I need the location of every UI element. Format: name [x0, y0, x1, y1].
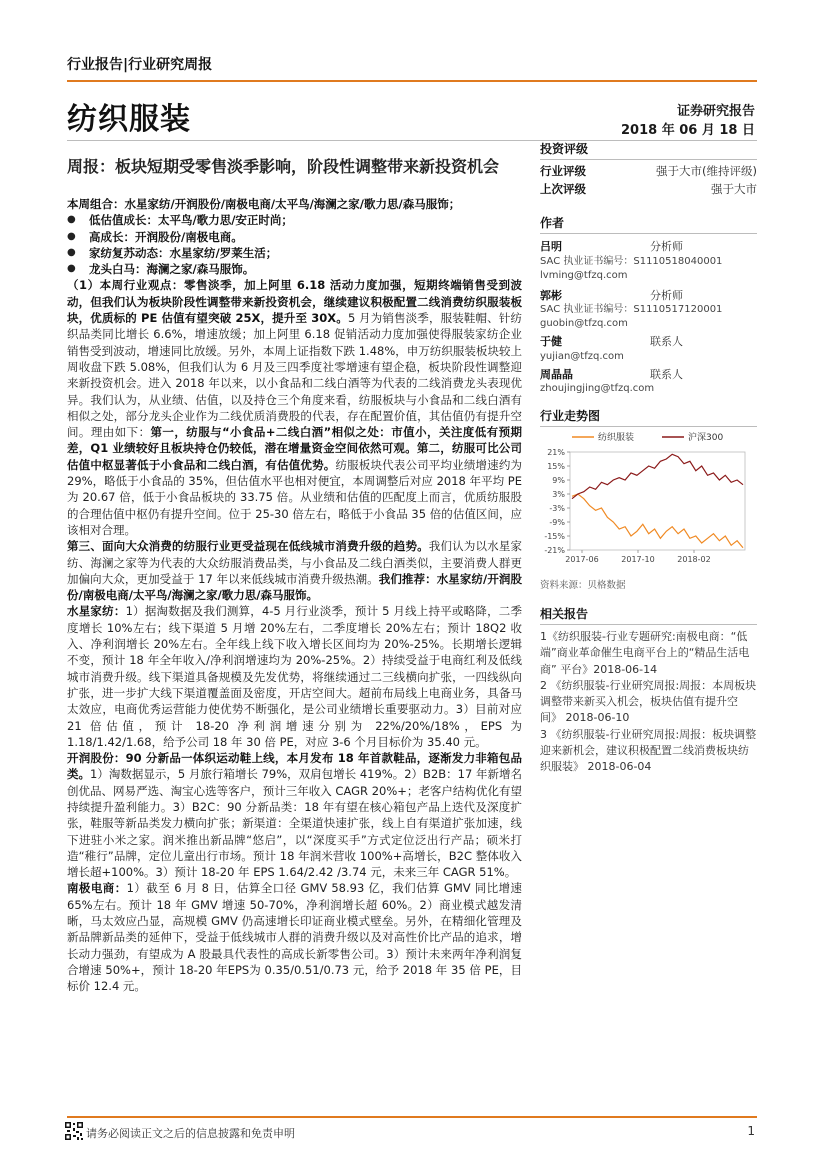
y-tick-label: 21%	[547, 448, 565, 457]
y-tick-label: -15%	[544, 532, 565, 541]
paragraph-shuixing: 水星家纺：1）据淘数据及我们测算，4-5 月行业淡季，预计 5 月线上持平或略降，二季度增长 10%左右；线下渠道 5 月增 20%左右，二季度增长 20%左右；预计 18Q2 收入、净利润增长 20%左右。全年线上线下收入增长区间均为 20%-25%。长期增长逻辑不变，预计 18 年全年收入/净利润增速均为 20%-25%。2）持续受益于电商红利及低线城市消费升级。线下渠道具备规模及先发优势，将继续通过二三线横向扩张，一四线纵向扩张，进一步扩大线下渠道覆盖面及密度，开店空间大。超前布局线上电商业务，具备马太效应，电商优秀运营能力使优势不断强化，是公司业绩增长重要驱动力。3）目前对应 21 倍估值，预计 18-20 净利润增速分别为 22%/20%/18%，EPS 为 1.18/1.42/1.68，给予公司 18 年 30 倍 PE，对应 3-6 个月目标价为 35.40 元。	[67, 604, 522, 749]
author-entry: 周晶晶 联系人 zhoujingjing@tfzq.com	[540, 368, 757, 397]
author-email[interactable]: lvming@tfzq.com	[540, 269, 628, 281]
header-rule	[67, 80, 757, 82]
author-email[interactable]: zhoujingjing@tfzq.com	[540, 383, 655, 394]
authors-panel	[540, 214, 757, 396]
y-tick-label: 15%	[547, 462, 565, 471]
author-entry: 郭彬 分析师 SAC 执业证书编号：S1110517120001 guobin@tfzq.com	[540, 289, 757, 332]
portfolio-item: ● 低估值成长：太平鸟/歌力思/安正时尚；	[67, 213, 293, 228]
legend-label: 纺织服装	[598, 433, 635, 443]
report-category: 行业报告|行业研究周报	[67, 57, 213, 73]
paragraph-third: 第三、面向大众消费的纺服行业更受益现在低线城市消费升级的趋势。我们认为以水星家纺、海澜之家等为代表的大众纺服消费品类，与小食品及二线白酒类似，主要消费人群更加偏向大众，更加受益于 17 年以来低线城市消费升级热潮。我们推荐：水星家纺/开润股份/南极电商/太平鸟/海澜之家/歌力思/森马服饰。	[67, 539, 523, 603]
related-report-link[interactable]: 1《纺织服装-行业专题研究:南极电商：“低端”商业革命催生电商平台上的“精品生活电商” 平台》2018-06-14	[540, 630, 750, 676]
disclaimer-note: 请务必阅读正文之后的信息披露和免责申明	[86, 1127, 295, 1140]
legend-label: 沪深300	[688, 433, 724, 443]
rating-row: 行业评级 强于大市(维持评级)	[540, 164, 757, 178]
trend-heading: 行业走势图	[540, 407, 757, 427]
rating-panel	[540, 140, 757, 198]
plot-frame	[570, 452, 745, 550]
footer-rule	[67, 1116, 757, 1118]
y-tick-label: -9%	[549, 518, 565, 527]
chart-source: 资料来源：贝格数据	[540, 580, 626, 591]
paragraph-view: （1）本周行业观点：零售淡季，加上阿里 6.18 活动力度加强，短期终端销售受到波动，但我们认为板块阶段性调整带来新投资机会，继续建议积极配置二线消费纺织服装板块，优质标的 PE 估值有望突破 25X，提升至 30X。5 月为销售淡季，服装鞋帽、针纺织品类同比增长 6.6%，增速放缓；加上阿里 6.18 促销活动力度加强使得服装家纺企业销售受到波动，增速同比放缓。另外，本周上证指数下跌 1.48%，申万纺织服装板块较上周收盘下跌 5.08%，但我们认为 6 月及三四季度社零增速有望企稳，板块阶段性调整迎来新投资机会。进入 2018 年以来，以小食品和二线白酒等为代表的二线消费龙头表现优异。我们认为，从业绩、估值，以及持仓三个角度来看，纺服板块与小食品和二线白酒有相似之处，部分龙头企业作为二线优质消费股的代表，存在配置价值，其估值仍有提升空间。理由如下：第一，纺服与“小食品+二线白酒”相似之处：市值小，关注度低有预期差，Q1 业绩较好且板块持仓仍较低，潜在增量资金空间依然可观。第二，纺服可比公司估值中枢显著低于小食品和二线白酒，有估值优势。纺服板块代表公司平均业绩增速约为 29%，略低于小食品的 35%，但估值水平也相对便宜，本周调整后对应 2018 年平均 PE 为 20.67 倍，低于小食品板块的 33.75 倍。从业绩和估值的匹配度上而言，优质纺服股的合理估值中枢仍有提升空间。位于 25-30 倍左右，略低于小食品 35 倍的估值区间，应该相对合理。	[67, 278, 523, 537]
related-report-link[interactable]: 3 《纺织服装-行业研究周报:周报：板块调整迎来新机会，建议积极配置二线消费板块纺织服装》 2018-06-04	[540, 727, 757, 774]
related-heading: 相关报告	[540, 605, 757, 625]
portfolio-item: ● 家纺复苏动态：水星家纺/罗莱生活；	[67, 245, 278, 260]
trend-panel	[540, 407, 757, 427]
portfolio-item: ● 龙头白马：海澜之家/森马服饰。	[67, 262, 255, 277]
author-email[interactable]: guobin@tfzq.com	[540, 318, 628, 329]
related-panel	[540, 605, 757, 776]
y-tick-label: 3%	[552, 490, 565, 499]
main-body	[67, 196, 522, 995]
page-number: 1	[747, 1124, 755, 1138]
rating-heading: 投资评级	[540, 140, 757, 160]
trend-chart	[540, 428, 757, 578]
bullet-icon: ●	[67, 214, 76, 226]
series-line-textile	[572, 494, 743, 548]
report-title: 周报：板块短期受零售淡季影响，阶段性调整带来新投资机会	[67, 157, 500, 176]
x-tick-label: 2017-06	[565, 555, 599, 564]
author-email[interactable]: yujian@tfzq.com	[540, 350, 624, 362]
author-entry: 于健 联系人 yujian@tfzq.com	[540, 335, 757, 364]
portfolio-intro: 本周组合：水星家纺/开润股份/南极电商/太平鸟/海澜之家/歌力思/森马服饰；	[67, 197, 461, 211]
rating-row: 上次评级 强于大市	[540, 182, 757, 196]
industry-title: 纺织服装	[67, 102, 191, 137]
bullet-icon: ●	[67, 246, 76, 258]
y-tick-label: 9%	[552, 476, 565, 485]
series-line-hs300	[572, 454, 743, 498]
bullet-icon: ●	[67, 230, 76, 242]
qr-code-icon	[64, 1121, 84, 1141]
x-tick-label: 2017-10	[621, 555, 655, 564]
y-tick-label: -3%	[549, 504, 565, 513]
report-type: 证券研究报告	[676, 104, 755, 119]
related-report-link[interactable]: 2 《纺织服装-行业研究周报:周报：本周板块调整带来新买入机会，板块估值有提升空间》 2018-06-10	[540, 678, 757, 725]
report-date: 2018 年 06 月 18 日	[621, 123, 755, 138]
x-tick-label: 2018-02	[677, 555, 711, 564]
paragraph-kairun: 开润股份：90 分新品一体织运动鞋上线，本月发布 18 年首款鞋品，逐渐发力非箱包品类。1）淘数据显示，5 月旅行箱增长 79%，双肩包增长 419%。2）B2B：17 年新增名创优品、网易严选、淘宝心选等客户，预计三年收入 CAGR 20%+；老客户结构优化有望持续提升盈利能力。3）B2C：90 分新品类：18 年有望在核心箱包产品上迭代及深度扩张，鞋服等新品类发力横向扩张；新渠道：全渠道快速扩张，线上自有渠道扩张加速，线下进驻小米之家。润米推出新品牌“悠启”，以“深度买手”方式定位泛出行产品；硕米打造“稚行”品牌，定位儿童出行市场。预计 18 年润米营收 100%+高增长，B2C 整体收入增长超+100%。3）预计 18-20 年 EPS 1.64/2.42 /3.74 元，未来三年 CAGR 51%。	[67, 751, 522, 880]
author-entry: 吕明 分析师 SAC 执业证书编号：S1110518040001 lvming@tfzq.com	[540, 240, 757, 283]
bullet-icon: ●	[67, 263, 76, 275]
portfolio-item: ● 高成长：开润股份/南极电商。	[67, 229, 243, 244]
paragraph-nanji: 南极电商：1）截至 6 月 8 日，估算全口径 GMV 58.93 亿，我们估算 GMV 同比增速 65%左右。预计 18 年 GMV 增速 50-70%，净利润增长超 60%。2）商业模式越发清晰，马太效应凸显，高规模 GMV 仍高速增长印证商业模式壁垒。另外，在精细化管理及新品牌新品类的延伸下，受益于低线城市人群的消费升级以及对高性价比产品的追求，增长动力强劲，有望成为 A 股最具代表性的高成长新零售公司。3）预计未来两年净利润复合增速 50%+，预计 18-20 年EPS为 0.35/0.51/0.73 元，给予 2018 年 35 倍 PE，目标价 12.4 元。	[67, 881, 523, 994]
authors-heading: 作者	[540, 214, 757, 234]
y-tick-label: -21%	[544, 546, 565, 555]
